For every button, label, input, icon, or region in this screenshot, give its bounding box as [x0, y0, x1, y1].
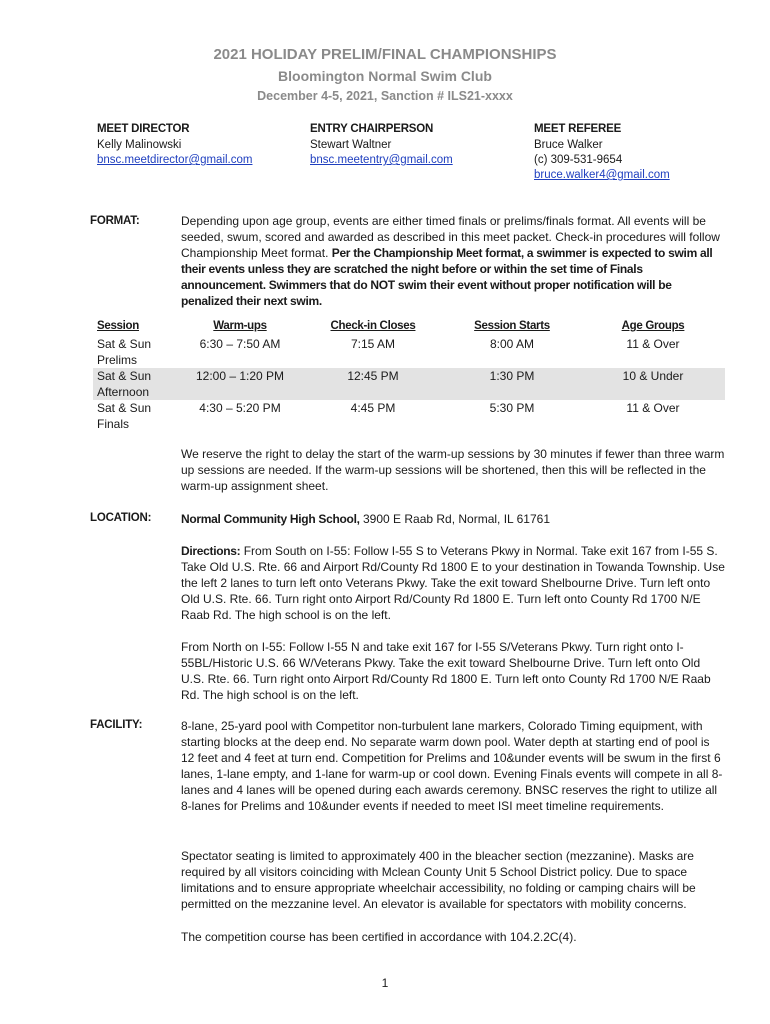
col-header-session: Session: [97, 320, 140, 332]
warmups-cell: 6:30 – 7:50 AM: [199, 337, 281, 351]
contact-name: Bruce Walker: [534, 139, 603, 151]
club-name: Bloomington Normal Swim Club: [278, 68, 492, 84]
contact-name: Stewart Waltner: [310, 139, 392, 151]
contact-meet-director: [97, 123, 252, 168]
col-header-warmups: Warm-ups: [213, 320, 267, 332]
facility-pool-description: 8-lane, 25-yard pool with Competitor non-turbulent lane markers, Colorado Timing equipment, with starting blocks at the deep end. No separate warm down pool. Water depth at starting end of pool is 12 feet and 4 feet at turn end. Competition for Prelims and 10&under events will be swum in the first 6 lanes, 1-lane empty, and 1-lane for warm-up or cool down. Evening Finals events will compete in all 8-lanes and 4 lanes will be opened during each awards ceremony. BNSC reserves the right to utilize all 8-lanes for Prelims and 10&under events if needed to meet ISI meet timeline requirements.: [181, 719, 723, 813]
school-name: Normal Community High School,: [181, 512, 360, 526]
directions-south-text: From South on I-55: Follow I-55 S to Veterans Pkwy in Normal. Take exit 167 from I-55 S. Take Old U.S. Rte. 66 and Airport Rd/County Rd 1800 E to your destination in Towanda Township. Use the left 2 lanes to turn left onto Veterans Pkwy. Take the exit toward Shelbourne Drive. Turn left onto Old U.S. Rte. 66. Turn right onto Airport Rd/County Rd 1800 E. Turn left onto County Rd 1700 N/E Raab Rd. The high school is on the left.: [181, 544, 725, 622]
starts-cell: 8:00 AM: [489, 337, 535, 351]
contact-email-link[interactable]: bnsc.meetdirector@gmail.com: [97, 154, 253, 166]
directions-label: Directions:: [181, 544, 241, 558]
age-groups-cell: 11 & Over: [626, 401, 680, 415]
facility-label: FACILITY:: [90, 719, 143, 731]
contact-name: Kelly Malinowski: [97, 139, 182, 151]
warmups-cell: 12:00 – 1:20 PM: [195, 369, 285, 383]
starts-cell: 5:30 PM: [489, 401, 535, 415]
col-header-age-groups: Age Groups: [621, 320, 685, 332]
session-name: Sat & Sun: [97, 337, 152, 351]
course-certification: The competition course has been certified in accordance with 104.2.2C(4).: [181, 930, 577, 944]
table-row: [97, 400, 151, 432]
session-name: Sat & Sun: [97, 401, 152, 415]
spectator-seating: Spectator seating is limited to approximately 400 in the bleacher section (mezzanine). Masks are required by all visitors coinciding with Mclean County Unit 5 School District policy. Due to space limitations and to ensure appropriate wheelchair accessibility, no folding or camping chairs will be permitted on the mezzanine level. An elevator is available for spectators with mobility concerns.: [181, 849, 696, 911]
warmups-cell: 4:30 – 5:20 PM: [199, 401, 281, 415]
starts-cell: 1:30 PM: [489, 369, 535, 383]
location-label: LOCATION:: [90, 512, 152, 524]
meet-dates: December 4-5, 2021, Sanction # ILS21-xxxx: [257, 89, 513, 103]
contact-heading: ENTRY CHAIRPERSON: [310, 123, 434, 135]
contact-entry-chairperson: [310, 123, 453, 168]
session-name: Sat & Sun: [97, 369, 152, 383]
location-address: [181, 511, 726, 527]
checkin-cell: 4:45 PM: [350, 401, 396, 415]
table-row: [97, 336, 151, 368]
session-type: Finals: [97, 417, 130, 431]
session-type: Prelims: [97, 353, 138, 367]
col-header-checkin: Check-in Closes: [330, 320, 416, 332]
format-text: Depending upon age group, events are either timed finals or prelims/finals format. All events will be seeded, swum, scored and awarded as described in this meet packet. Check-in procedures will follow Championship Meet format.: [181, 214, 720, 260]
document-title: 2021 HOLIDAY PRELIM/FINAL CHAMPIONSHIPS: [213, 46, 557, 63]
checkin-cell: 7:15 AM: [350, 337, 396, 351]
age-groups-cell: 10 & Under: [622, 369, 684, 383]
school-address: 3900 E Raab Rd, Normal, IL 61761: [359, 512, 550, 526]
table-row: [97, 368, 151, 400]
contact-email-link[interactable]: bnsc.meetentry@gmail.com: [310, 154, 453, 166]
directions-south: [181, 543, 726, 623]
col-header-starts: Session Starts: [474, 320, 550, 332]
contact-phone: (c) 309-531-9654: [534, 154, 623, 166]
format-paragraph: [181, 213, 726, 309]
contact-meet-referee: [534, 123, 670, 183]
age-groups-cell: 11 & Over: [626, 337, 680, 351]
contact-heading: MEET DIRECTOR: [97, 123, 190, 135]
format-label: FORMAT:: [90, 215, 140, 227]
contact-heading: MEET REFEREE: [534, 123, 622, 135]
warmup-note: We reserve the right to delay the start of the warm-up sessions by 30 minutes if fewer than three warm up sessions are needed. If the warm-up sessions will be shortened, then this will be reflected in the warm-up assignment sheet.: [181, 447, 725, 493]
session-type: Afternoon: [97, 385, 150, 399]
page-number: 1: [381, 976, 389, 990]
directions-north: From North on I-55: Follow I-55 N and take exit 167 for I-55 S/Veterans Pkwy. Turn right onto I-55BL/Historic U.S. 66 W/Veterans Pkwy. Take the exit toward Shelbourne Drive. Turn left onto Old U.S. Rte. 66. Turn right onto Airport Rd/County Rd 1800 E. Turn left onto County Rd 1700 N/E Raab Rd. The high school is on the left.: [181, 640, 711, 702]
contact-email-link[interactable]: bruce.walker4@gmail.com: [534, 169, 670, 181]
checkin-cell: 12:45 PM: [347, 369, 399, 383]
format-bold-text: Per the Championship Meet format, a swimmer is expected to swim all their events unless they are scratched the night before or within the set time of Finals announcement. Swimmers that do NOT swim their event without proper notification will be penalized their next swim.: [181, 246, 713, 308]
